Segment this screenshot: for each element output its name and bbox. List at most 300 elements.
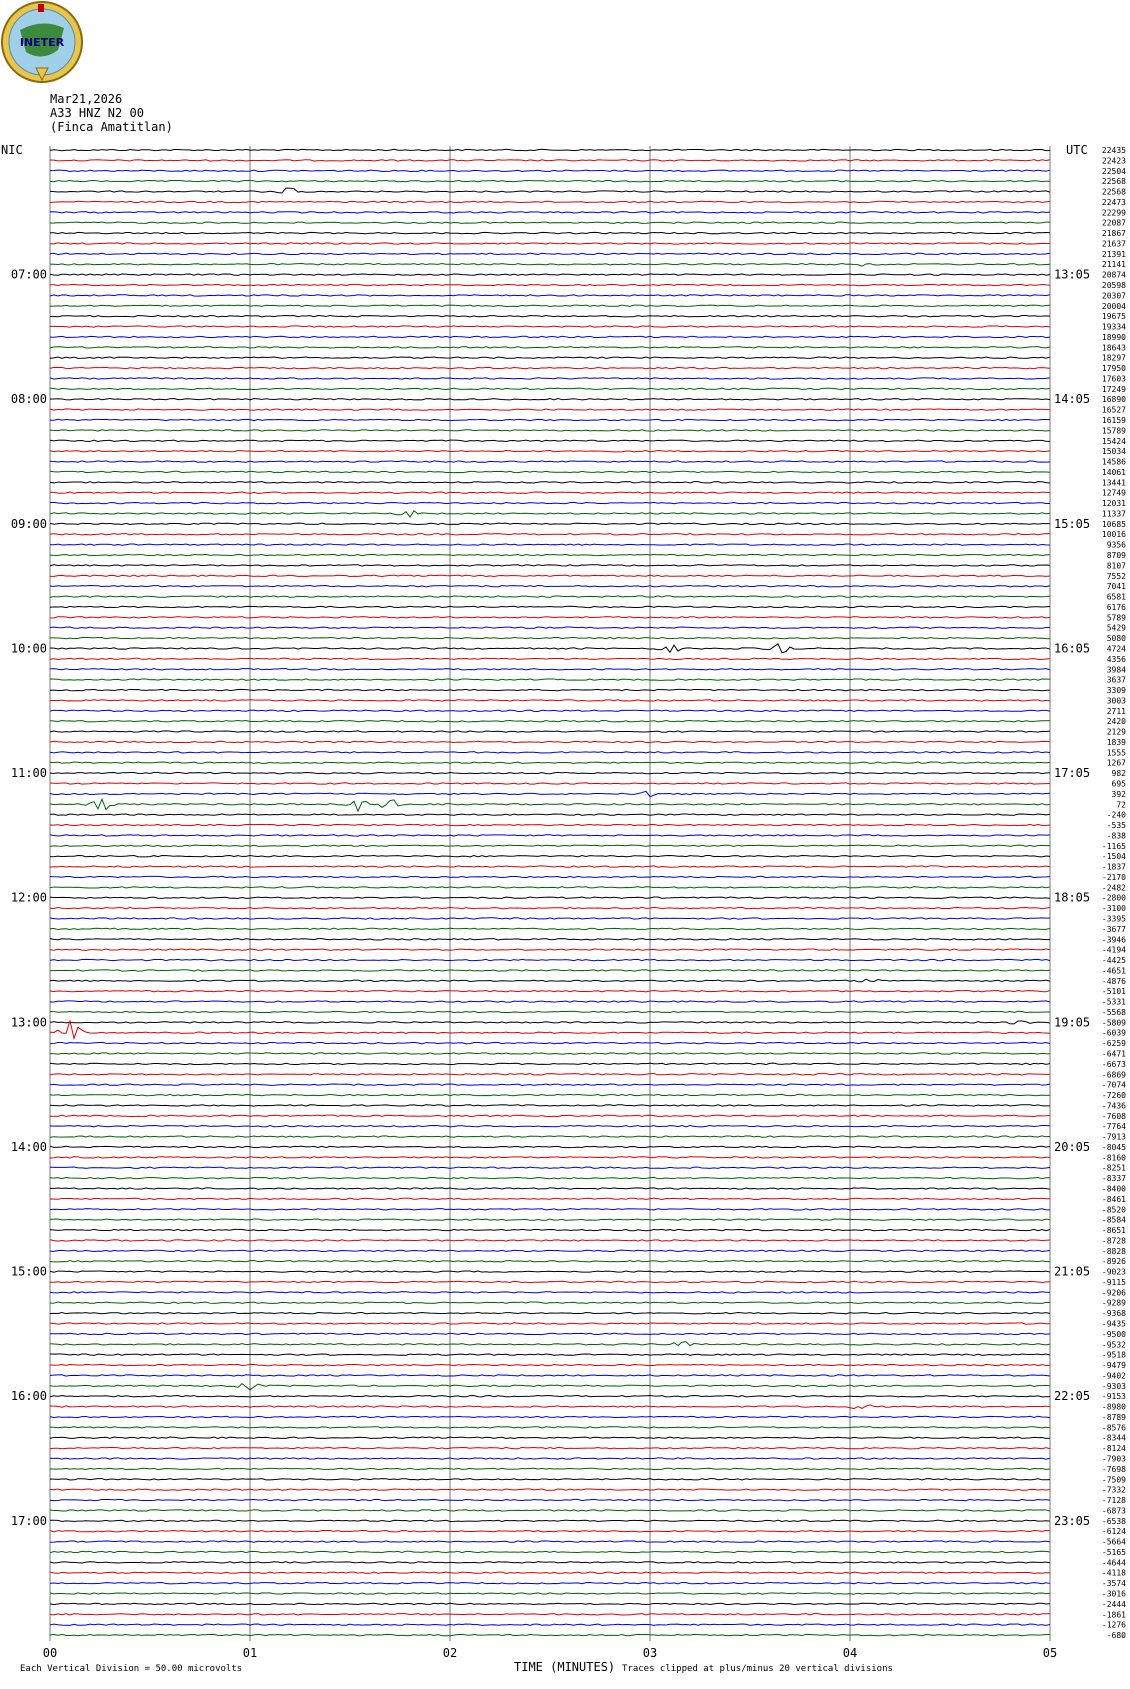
trace-53 [50,700,1050,701]
trace-offset-label: -8337 [1101,1174,1126,1184]
trace-offset-label: -8400 [1101,1184,1126,1194]
trace-offset-label: 22087 [1101,218,1126,228]
trace-62 [50,791,1050,796]
trace-offset-label: -4194 [1101,945,1126,955]
trace-offset-label: -9289 [1101,1298,1126,1308]
trace-offset-label: -6471 [1101,1049,1126,1059]
trace-offset-label: -680 [1106,1631,1126,1641]
trace-88 [50,1063,1050,1064]
trace-offset-label: -5664 [1101,1537,1126,1547]
trace-offset-label: -6259 [1101,1039,1126,1049]
record-date: Mar21,2026 [50,92,123,106]
trace-14 [50,295,1050,296]
trace-130 [50,1499,1050,1500]
trace-138 [50,1582,1050,1583]
trace-66 [50,835,1050,836]
trace-24 [50,399,1050,400]
trace-87 [50,1053,1050,1054]
trace-offset-label: 21141 [1101,260,1126,270]
nic-hour-label: 12:00 [10,890,47,905]
trace-13 [50,284,1050,285]
trace-94 [50,1126,1050,1127]
trace-44 [50,606,1050,607]
trace-offset-label: 982 [1111,769,1126,779]
trace-64 [50,814,1050,815]
utc-hour-label: 15:05 [1054,516,1091,531]
trace-offset-label: -5809 [1101,1018,1126,1028]
trace-offset-label: -8926 [1101,1257,1126,1267]
trace-offset-label: 22568 [1101,187,1126,197]
trace-61 [50,783,1050,784]
x-tick-label: 03 [642,1646,658,1661]
trace-89 [50,1074,1050,1075]
x-tick-label: 05 [1042,1646,1058,1661]
trace-offset-label: -6039 [1101,1028,1126,1038]
trace-offset-label: -9435 [1101,1319,1126,1329]
trace-offset-label: -2444 [1101,1599,1126,1609]
trace-27 [50,430,1050,431]
utc-hour-label: 14:05 [1054,392,1091,407]
trace-32 [50,482,1050,483]
trace-46 [50,627,1050,628]
trace-offset-label: -9115 [1101,1277,1126,1287]
trace-68 [50,855,1050,856]
trace-offset-label: -8584 [1101,1215,1126,1225]
trace-127 [50,1468,1050,1469]
trace-offset-label: -4876 [1101,976,1126,986]
trace-offset-label: -5165 [1101,1547,1126,1557]
trace-0 [50,149,1050,150]
x-tick-label: 04 [842,1646,858,1661]
trace-43 [50,596,1050,597]
trace-offset-label: -3677 [1101,924,1126,934]
trace-104 [50,1229,1050,1230]
trace-offset-label: 16527 [1101,405,1126,415]
trace-offset-label: 21637 [1101,239,1126,249]
trace-offset-label: -3395 [1101,914,1126,924]
trace-offset-label: 4724 [1106,644,1126,654]
trace-offset-label: -2170 [1101,872,1126,882]
trace-77 [50,949,1050,950]
station-site: (Finca Amatitlan) [50,120,173,134]
trace-offset-label: -8789 [1101,1412,1126,1422]
trace-57 [50,741,1050,742]
trace-offset-label: 14061 [1101,467,1126,477]
nic-hour-label: 11:00 [10,766,47,781]
trace-offset-label: 22473 [1101,197,1126,207]
trace-55 [50,720,1050,721]
trace-95 [50,1136,1050,1137]
trace-123 [50,1427,1050,1428]
trace-140 [50,1603,1050,1604]
trace-111 [50,1302,1050,1303]
trace-38 [50,544,1050,545]
trace-122 [50,1416,1050,1417]
trace-143 [50,1634,1050,1635]
trace-offset-label: -4425 [1101,956,1126,966]
trace-96 [50,1146,1050,1147]
utc-hour-label: 16:05 [1054,641,1091,656]
utc-hour-label: 20:05 [1054,1139,1091,1154]
trace-offset-label: -5101 [1101,987,1126,997]
trace-offset-label: 22423 [1101,156,1126,166]
trace-80 [50,979,1050,982]
trace-82 [50,1001,1050,1002]
trace-23 [50,388,1050,389]
trace-74 [50,918,1050,919]
trace-offset-label: 18643 [1101,343,1126,353]
nic-hour-label: 08:00 [10,392,47,407]
trace-141 [50,1614,1050,1615]
trace-offset-label: -8461 [1101,1194,1126,1204]
trace-78 [50,959,1050,960]
trace-offset-label: -240 [1106,810,1126,820]
scale-note: Each Vertical Division = 50.00 microvolts [20,1664,243,1675]
trace-99 [50,1177,1050,1178]
trace-offset-label: -3016 [1101,1589,1126,1599]
trace-offset-label: -9206 [1101,1288,1126,1298]
trace-17 [50,326,1050,327]
trace-93 [50,1115,1050,1116]
logo-text: INETER [19,36,65,49]
trace-offset-label: 1839 [1106,737,1126,747]
trace-offset-label: -3100 [1101,904,1126,914]
trace-offset-label: -7764 [1101,1122,1126,1132]
trace-offset-label: -7903 [1101,1454,1126,1464]
trace-offset-label: 2129 [1106,727,1126,737]
nic-zone-label: NIC [1,143,23,157]
trace-offset-label: -7608 [1101,1111,1126,1121]
trace-28 [50,440,1050,441]
trace-offset-label: 15789 [1101,426,1126,436]
trace-offset-label: -1165 [1101,841,1126,851]
nic-hour-label: 07:00 [10,267,47,282]
trace-73 [50,907,1050,908]
trace-offset-label: 2711 [1106,706,1126,716]
trace-offset-label: -1861 [1101,1610,1126,1620]
trace-offset-label: 22299 [1101,208,1126,218]
trace-6 [50,212,1050,213]
trace-offset-label: -8520 [1101,1205,1126,1215]
trace-offset-label: 8709 [1106,551,1126,561]
trace-103 [50,1219,1050,1220]
trace-101 [50,1198,1050,1199]
trace-offset-label: 10685 [1101,519,1126,529]
nic-hour-label: 10:00 [10,641,47,656]
trace-116 [50,1354,1050,1355]
nic-hour-label: 17:00 [10,1513,47,1528]
trace-126 [50,1458,1050,1459]
trace-offset-label: -838 [1106,831,1126,841]
trace-125 [50,1447,1050,1448]
trace-120 [50,1396,1050,1397]
trace-offset-label: 18297 [1101,353,1126,363]
trace-offset-label: -9303 [1101,1381,1126,1391]
trace-107 [50,1261,1050,1262]
trace-offset-label: 5429 [1106,623,1126,633]
trace-offset-label: -5568 [1101,1007,1126,1017]
trace-45 [50,617,1050,618]
trace-124 [50,1437,1050,1438]
trace-offset-label: -3946 [1101,935,1126,945]
trace-offset-label: 21867 [1101,229,1126,239]
trace-2 [50,170,1050,171]
trace-offset-label: 12031 [1101,499,1126,509]
trace-offset-label: 17603 [1101,374,1126,384]
trace-76 [50,939,1050,940]
trace-offset-label: 10016 [1101,530,1126,540]
trace-67 [50,845,1050,846]
trace-offset-label: -8124 [1101,1444,1126,1454]
trace-63 [50,799,1050,811]
nic-hour-label: 15:00 [10,1264,47,1279]
trace-137 [50,1572,1050,1573]
trace-offset-label: 6176 [1106,602,1126,612]
trace-102 [50,1209,1050,1210]
trace-offset-label: -1504 [1101,852,1126,862]
trace-10 [50,253,1050,254]
trace-offset-label: 17950 [1101,364,1126,374]
trace-offset-label: -9153 [1101,1392,1126,1402]
trace-offset-label: 22568 [1101,177,1126,187]
trace-offset-label: -2800 [1101,893,1126,903]
trace-offset-label: -4644 [1101,1558,1126,1568]
trace-offset-label: -9479 [1101,1361,1126,1371]
trace-113 [50,1323,1050,1324]
trace-offset-label: -6124 [1101,1527,1126,1537]
trace-offset-label: -7332 [1101,1485,1126,1495]
trace-offset-label: -8980 [1101,1402,1126,1412]
traces [50,149,1050,1635]
trace-offset-label: 2420 [1106,717,1126,727]
trace-90 [50,1084,1050,1085]
trace-offset-label: 392 [1111,789,1126,799]
trace-8 [50,232,1050,233]
utc-hour-label: 19:05 [1054,1015,1091,1030]
trace-105 [50,1240,1050,1241]
trace-offset-label: -9500 [1101,1329,1126,1339]
trace-106 [50,1250,1050,1251]
trace-offset-label: -8728 [1101,1236,1126,1246]
trace-31 [50,471,1050,472]
station-code: A33 HNZ N2 00 [50,106,144,120]
trace-11 [50,264,1050,267]
trace-15 [50,305,1050,306]
trace-84 [50,1021,1050,1024]
trace-79 [50,970,1050,971]
trace-offset-label: -8160 [1101,1153,1126,1163]
trace-offset-label: 22504 [1101,166,1126,176]
trace-offset-label: 15424 [1101,436,1126,446]
trace-offset-label: -4118 [1101,1568,1126,1578]
trace-22 [50,378,1050,379]
trace-offset-label: 6581 [1106,592,1126,602]
trace-128 [50,1479,1050,1480]
trace-85 [50,1021,1050,1038]
trace-offset-label: -7260 [1101,1091,1126,1101]
trace-offset-label: -9023 [1101,1267,1126,1277]
trace-47 [50,637,1050,638]
trace-56 [50,731,1050,732]
trace-offset-label: 18990 [1101,332,1126,342]
trace-1 [50,160,1050,161]
trace-offset-label: -8576 [1101,1423,1126,1433]
trace-20 [50,357,1050,358]
utc-hour-label: 13:05 [1054,267,1091,282]
trace-132 [50,1520,1050,1521]
trace-offset-label: 9356 [1106,540,1126,550]
trace-offset-label: 5789 [1106,613,1126,623]
trace-86 [50,1042,1050,1043]
trace-7 [50,222,1050,223]
trace-offset-label: 1267 [1106,758,1126,768]
nic-hour-label: 09:00 [10,516,47,531]
trace-69 [50,866,1050,867]
trace-offset-label: -5331 [1101,997,1126,1007]
trace-142 [50,1624,1050,1625]
utc-zone-label: UTC [1066,143,1088,157]
trace-offset-label: 3984 [1106,665,1126,675]
trace-34 [50,502,1050,503]
trace-98 [50,1167,1050,1168]
trace-18 [50,336,1050,337]
trace-129 [50,1489,1050,1490]
trace-108 [50,1271,1050,1272]
trace-offset-label: -7128 [1101,1496,1126,1506]
utc-hour-label: 17:05 [1054,766,1091,781]
trace-offset-label: 20307 [1101,291,1126,301]
trace-4 [50,188,1050,193]
trace-offset-label: -8828 [1101,1246,1126,1256]
trace-offset-label: -6873 [1101,1506,1126,1516]
trace-60 [50,772,1050,773]
trace-131 [50,1510,1050,1511]
trace-offset-label: -3574 [1101,1579,1126,1589]
trace-offset-label: 1555 [1106,748,1126,758]
trace-9 [50,243,1050,244]
trace-offset-label: -6673 [1101,1059,1126,1069]
trace-offset-label: 4356 [1106,654,1126,664]
trace-42 [50,585,1050,586]
trace-37 [50,534,1050,535]
trace-54 [50,710,1050,711]
trace-offset-label: -7074 [1101,1080,1126,1090]
trace-offset-label: 14586 [1101,457,1126,467]
trace-offset-label: 72 [1116,800,1126,810]
utc-hour-label: 18:05 [1054,890,1091,905]
trace-offset-label: 7552 [1106,571,1126,581]
trace-50 [50,669,1050,670]
trace-39 [50,554,1050,555]
trace-139 [50,1593,1050,1594]
trace-70 [50,876,1050,877]
trace-81 [50,990,1050,991]
trace-offset-label: -8251 [1101,1163,1126,1173]
trace-offset-label: 11337 [1101,509,1126,519]
trace-72 [50,897,1050,898]
trace-3 [50,180,1050,181]
trace-115 [50,1342,1050,1346]
trace-offset-label: 3309 [1106,686,1126,696]
trace-offset-label: 20598 [1101,281,1126,291]
trace-offset-label: -535 [1106,821,1126,831]
trace-71 [50,887,1050,888]
trace-offset-label: 13441 [1101,478,1126,488]
trace-133 [50,1531,1050,1532]
trace-offset-label: -9518 [1101,1350,1126,1360]
trace-117 [50,1364,1050,1365]
trace-112 [50,1312,1050,1313]
trace-118 [50,1375,1050,1376]
trace-21 [50,367,1050,368]
trace-offset-label: -8344 [1101,1433,1126,1443]
trace-offset-label: 15034 [1101,447,1126,457]
trace-offset-label: 8107 [1106,561,1126,571]
trace-offset-label: 3637 [1106,675,1126,685]
trace-offset-label: -9402 [1101,1371,1126,1381]
utc-hour-label: 23:05 [1054,1513,1091,1528]
trace-134 [50,1541,1050,1542]
trace-offset-label: -1837 [1101,862,1126,872]
trace-offset-label: 16890 [1101,395,1126,405]
trace-offset-label: -4651 [1101,966,1126,976]
trace-offset-label: 3003 [1106,696,1126,706]
trace-135 [50,1551,1050,1552]
trace-offset-label: 695 [1111,779,1126,789]
x-tick-label: 00 [42,1646,58,1661]
trace-offset-label: -9368 [1101,1309,1126,1319]
x-axis-title: TIME (MINUTES) [514,1660,616,1675]
trace-110 [50,1292,1050,1293]
trace-offset-label: 12749 [1101,488,1126,498]
trace-119 [50,1384,1050,1390]
trace-41 [50,575,1050,576]
trace-19 [50,347,1050,348]
trace-36 [50,523,1050,524]
trace-51 [50,679,1050,680]
trace-offset-label: 17249 [1101,384,1126,394]
trace-offset-label: -7698 [1101,1464,1126,1474]
trace-offset-label: -6538 [1101,1516,1126,1526]
trace-5 [50,201,1050,202]
trace-16 [50,315,1050,316]
trace-offset-label: 19675 [1101,312,1126,322]
trace-offset-label: -8651 [1101,1226,1126,1236]
trace-40 [50,565,1050,566]
trace-114 [50,1333,1050,1334]
trace-offset-label: -7913 [1101,1132,1126,1142]
trace-83 [50,1011,1050,1012]
trace-97 [50,1157,1050,1158]
nic-hour-label: 14:00 [10,1139,47,1154]
trace-33 [50,492,1050,493]
trace-29 [50,450,1050,451]
trace-49 [50,658,1050,659]
trace-12 [50,274,1050,275]
trace-91 [50,1094,1050,1095]
trace-25 [50,409,1050,410]
trace-offset-label: -1276 [1101,1620,1126,1630]
trace-offset-label: 19334 [1101,322,1126,332]
trace-75 [50,928,1050,929]
trace-109 [50,1281,1050,1282]
trace-offset-label: 21391 [1101,249,1126,259]
trace-offset-label: 7041 [1106,582,1126,592]
trace-offset-label: 20874 [1101,270,1126,280]
trace-52 [50,689,1050,690]
trace-offset-label: -2482 [1101,883,1126,893]
x-tick-label: 02 [442,1646,458,1661]
